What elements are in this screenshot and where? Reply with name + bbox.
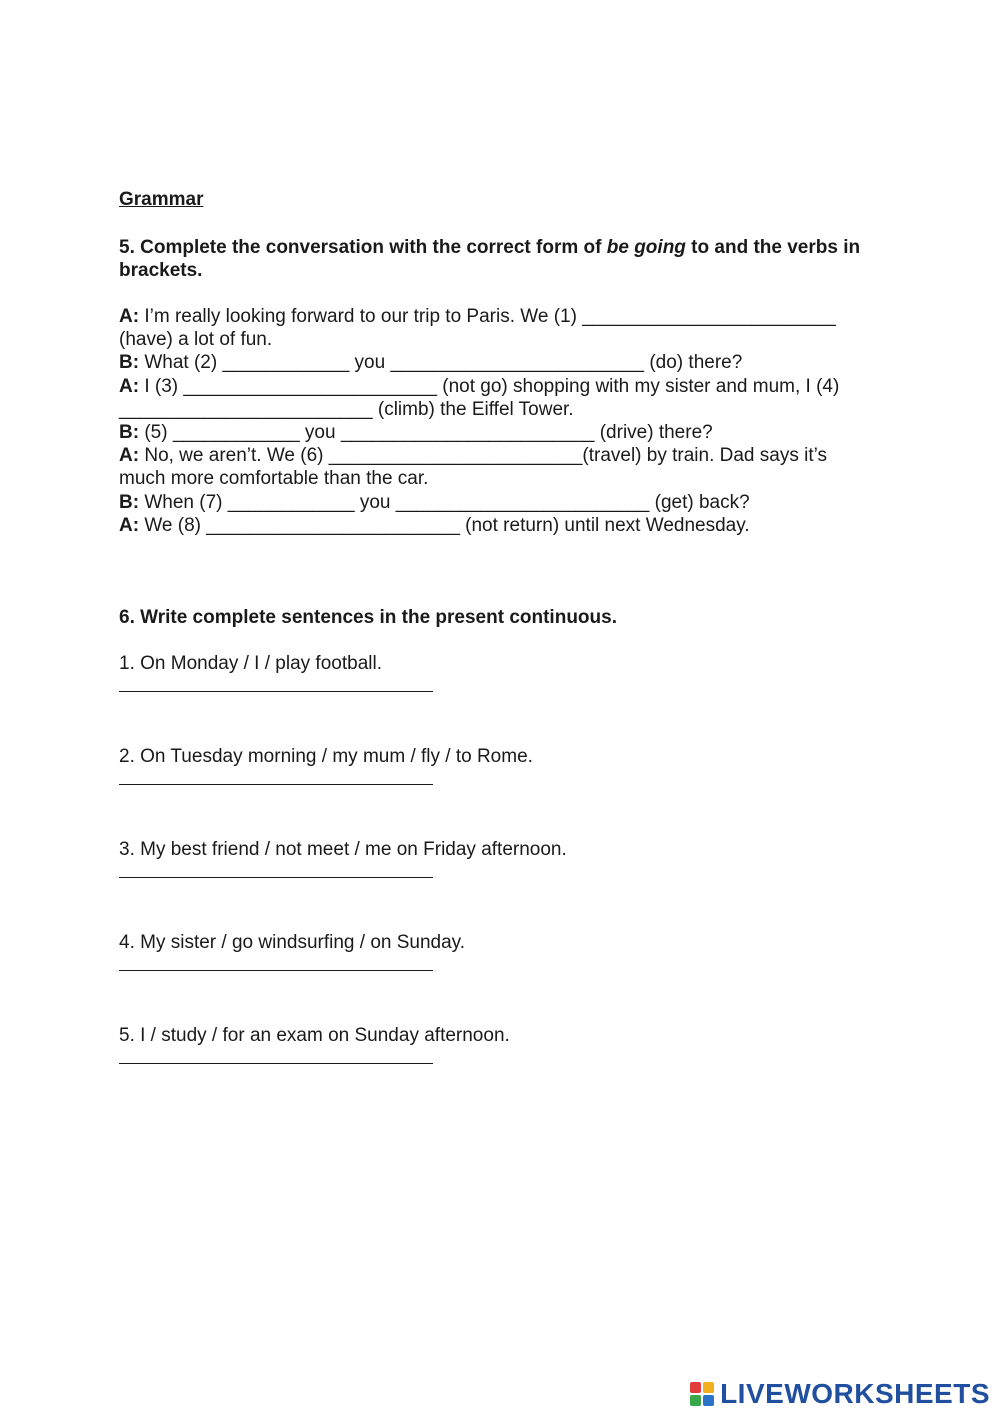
dialogue-text: ________________________ (climb) the Eiffel Tower. [119, 398, 574, 420]
dialogue-text: No, we aren’t. We (6) ________________________(travel) by train. Dad says it’s [139, 445, 827, 467]
speaker-label: A: [119, 306, 140, 327]
liveworksheets-logo [690, 1377, 990, 1411]
logo-square-red [690, 1382, 701, 1393]
speaker-label: B: [119, 422, 140, 444]
exercise-5-instruction [119, 236, 879, 282]
exercise-6-instruction: 6. Write complete sentences in the present continuous. [119, 607, 617, 628]
item-prompt: 1. On Monday / I / play football. [119, 653, 382, 674]
list-item [119, 838, 879, 931]
list-item [119, 745, 879, 838]
item-prompt: 3. My best friend / not meet / me on Friday afternoon. [119, 839, 567, 860]
list-item [119, 652, 879, 745]
dialogue-text: (have) a lot of fun. [119, 329, 273, 351]
dialogue-line-9 [119, 491, 889, 514]
exercise-5-instruction-end: to and the verbs in brackets. [119, 237, 861, 281]
dialogue-text: much more comfortable than the car. [119, 468, 429, 490]
speaker-label: A: [119, 375, 140, 397]
dialogue-text: We (8) ________________________ (not return) until next Wednesday. [139, 514, 750, 536]
dialogue-line-7 [119, 444, 889, 467]
logo-square-green [690, 1395, 701, 1406]
answer-line[interactable] [119, 691, 433, 692]
dialogue-line-5 [119, 398, 889, 421]
dialogue-text: When (7) ____________ you ________________________ (get) back? [139, 491, 750, 513]
exercise-5-dialogue [119, 305, 889, 537]
logo-squares-icon [690, 1382, 714, 1406]
answer-line[interactable] [119, 784, 433, 785]
speaker-label: B: [119, 491, 140, 513]
logo-text: LIVEWORKSHEETS [720, 1378, 990, 1409]
dialogue-text: I’m really looking forward to our trip to Paris. We (1) ________________________ [139, 306, 836, 327]
dialogue-line-6 [119, 421, 889, 444]
item-prompt: 4. My sister / go windsurfing / on Sunday. [119, 932, 466, 953]
exercise-5-instruction-start: 5. Complete the conversation with the correct form of [119, 237, 607, 258]
dialogue-line-8 [119, 467, 889, 490]
exercise-6-items [119, 652, 879, 1117]
answer-line[interactable] [119, 970, 433, 971]
dialogue-text: I (3) ________________________ (not go) shopping with my sister and mum, I (4) [139, 375, 840, 397]
dialogue-text: (5) ____________ you ________________________ (drive) there? [139, 422, 713, 444]
speaker-label: A: [119, 445, 140, 467]
item-prompt: 5. I / study / for an exam on Sunday afternoon. [119, 1025, 510, 1046]
dialogue-line-2 [119, 328, 889, 351]
answer-line[interactable] [119, 877, 433, 878]
dialogue-line-4 [119, 375, 889, 398]
item-prompt: 2. On Tuesday morning / my mum / fly / to Rome. [119, 746, 533, 767]
exercise-5-instruction-emphasis: be going [606, 237, 686, 258]
answer-line[interactable] [119, 1063, 433, 1064]
dialogue-line-1 [119, 305, 889, 328]
list-item [119, 1024, 879, 1117]
speaker-label: B: [119, 352, 140, 374]
list-item [119, 931, 879, 1024]
dialogue-text: What (2) ____________ you ________________________ (do) there? [139, 352, 743, 374]
speaker-label: A: [119, 514, 140, 536]
logo-square-yellow [703, 1382, 714, 1393]
logo-square-blue [703, 1395, 714, 1406]
dialogue-line-3 [119, 351, 889, 374]
section-heading: Grammar [119, 189, 204, 210]
dialogue-line-10 [119, 514, 889, 537]
